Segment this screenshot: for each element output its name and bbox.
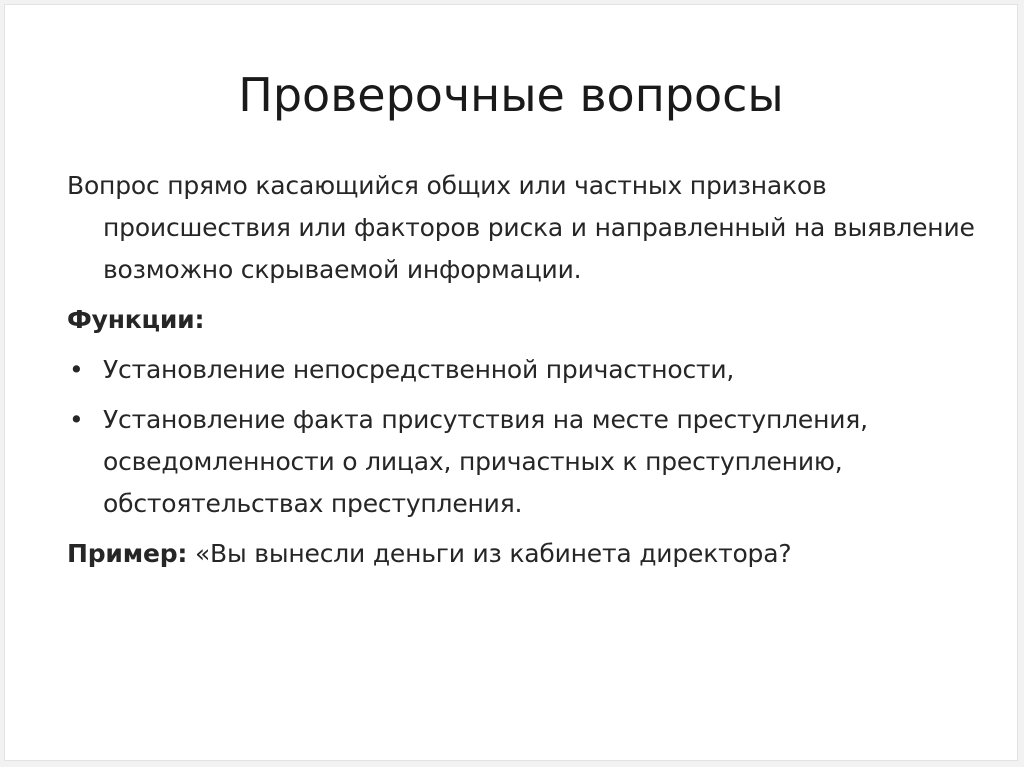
list-item <box>67 349 987 391</box>
list-item-text: Установление непосредственной причастности, <box>103 355 735 384</box>
example-line <box>67 533 987 575</box>
definition-text: Вопрос прямо касающийся общих или частных признаков происшествия или факторов риска и направленный на выявление возможно скрываемой информации. <box>67 171 975 284</box>
slide <box>4 4 1018 761</box>
list-item-text: Установление факта присутствия на месте преступления, осведомленности о лицах, причастных к преступлению, обстоятельствах преступления. <box>103 405 868 518</box>
example-text: «Вы вынесли деньги из кабинета директора? <box>187 539 792 568</box>
bullet-icon: • <box>69 355 84 384</box>
functions-heading <box>67 299 987 341</box>
bullet-icon: • <box>69 405 84 434</box>
slide-title: Проверочные вопросы <box>238 68 784 122</box>
example-label: Пример: <box>67 539 188 568</box>
functions-list <box>67 349 987 525</box>
list-item <box>67 399 987 525</box>
slide-body <box>67 165 987 583</box>
functions-label: Функции: <box>67 305 205 334</box>
